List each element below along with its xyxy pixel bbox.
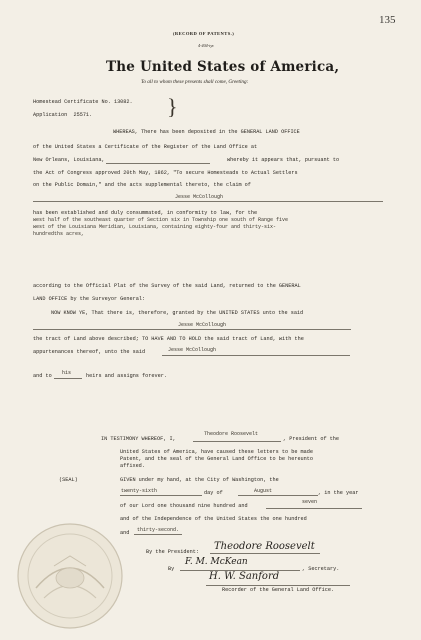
body-line: affixed. [120,463,145,469]
secretary-signature: F. M. McKean [185,557,248,567]
body-line: LAND OFFICE by the Surveyor General: [33,296,146,302]
in-year-label: , in the year [318,490,359,496]
application-number: 25571. [73,112,93,118]
signature-line [206,585,350,586]
body-line: appurtenances thereof, unto the said [33,349,146,355]
day-value: twenty-sixth [121,488,158,494]
year-units: seven [302,499,318,505]
body-line: the tract of Land above described; TO HAVE AND TO HOLD the said tract of Land, with the [33,336,304,342]
land-office-location: New Orleans, Louisiana, [33,157,105,163]
body-line: Patent, and the seal of the General Land Office to be hereunto [120,456,314,462]
form-code: 4-404-tyr. [198,43,215,48]
secretary-label: , Secretary. [302,566,340,572]
fill-line [33,201,383,202]
page-number: 135 [379,14,396,26]
independence-line: and of the Independence of the United States the one hundred [120,516,307,522]
body-line: the Act of Congress approved 20th May, 1862, "To secure Homesteads to Actual Settlers [33,170,298,176]
recorder-signature: H. W. Sanford [209,571,280,582]
whereas-line: WHEREAS, There has been deposited in the GENERAL LAND OFFICE [113,129,300,135]
body-line: of the United States a Certificate of the Register of the Land Office at [33,144,258,150]
recorder-label: Recorder of the General Land Office. [222,587,335,593]
greeting: To all to whom these presents shall come, Greeting: [141,79,249,85]
and-to: and to [33,373,52,379]
homestead-number: 13082. [113,99,133,105]
brace-icon: } [167,94,178,119]
homestead-certificate [33,99,133,106]
general-land-office-seal-icon [14,518,126,634]
testimony-intro: IN TESTIMONY WHEREOF, I, [101,436,176,442]
fill-line [106,163,210,164]
claimant-name: Jesse McCollough [175,194,224,200]
fill-line [54,378,82,379]
application-label: Application [33,112,68,118]
land-description: west of the Louisiana Meridian, Louisiana, containing eighty-four and thirty-six- [33,224,277,230]
fill-line [120,495,202,496]
by-president-label: By the President: [146,549,199,555]
body-line: whereby it appears that, pursuant to [227,157,340,163]
heirs-line: heirs and assigns forever. [86,373,167,379]
month-value: August [254,488,273,494]
application [33,112,92,119]
grantee-name-2: Jesse McCollough [168,347,217,353]
fill-line [162,355,350,356]
by-label: By [168,566,175,572]
day-of-label: day of [204,490,223,496]
fill-line [193,441,281,442]
land-description: hundredths acres, [33,231,85,237]
fill-line [266,508,362,509]
fill-line [33,329,351,330]
independence-year: thirty-second. [137,527,180,533]
signature-line [210,553,320,554]
and-word: and [120,530,130,536]
given-line: GIVEN under my hand, at the City of Washington, the [120,477,279,483]
president-name: Theodore Roosevelt [204,431,259,437]
homestead-label: Homestead Certificate No. [33,99,111,105]
land-description: west half of the southeast quarter of Section six in Township one south of Range five [33,217,289,223]
grantee-name: Jesse McCollough [178,322,227,328]
pronoun: his [62,370,72,376]
fill-line [134,534,182,535]
president-of-label: , President of the [283,436,340,442]
record-label: (RECORD OF PATENTS.) [173,31,235,36]
document-title: The United States of America, [106,59,340,75]
body-line: has been established and duly consummated, in conformity to law, for the [33,210,258,216]
body-line: according to the Official Plat of the Survey of the said Land, returned to the GENERAL [33,283,301,289]
seal-label: (SEAL) [59,477,78,483]
president-signature: Theodore Roosevelt [214,541,315,552]
year-line: of our Lord one thousand nine hundred and [120,503,248,509]
body-line: United States of America, have caused these letters to be made [120,449,314,455]
body-line: on the Public Domain," and the acts supplemental thereto, the claim of [33,182,251,188]
fill-line [238,495,318,496]
now-know-ye: NOW KNOW YE, That there is, therefore, granted by the UNITED STATES unto the said [51,310,304,316]
